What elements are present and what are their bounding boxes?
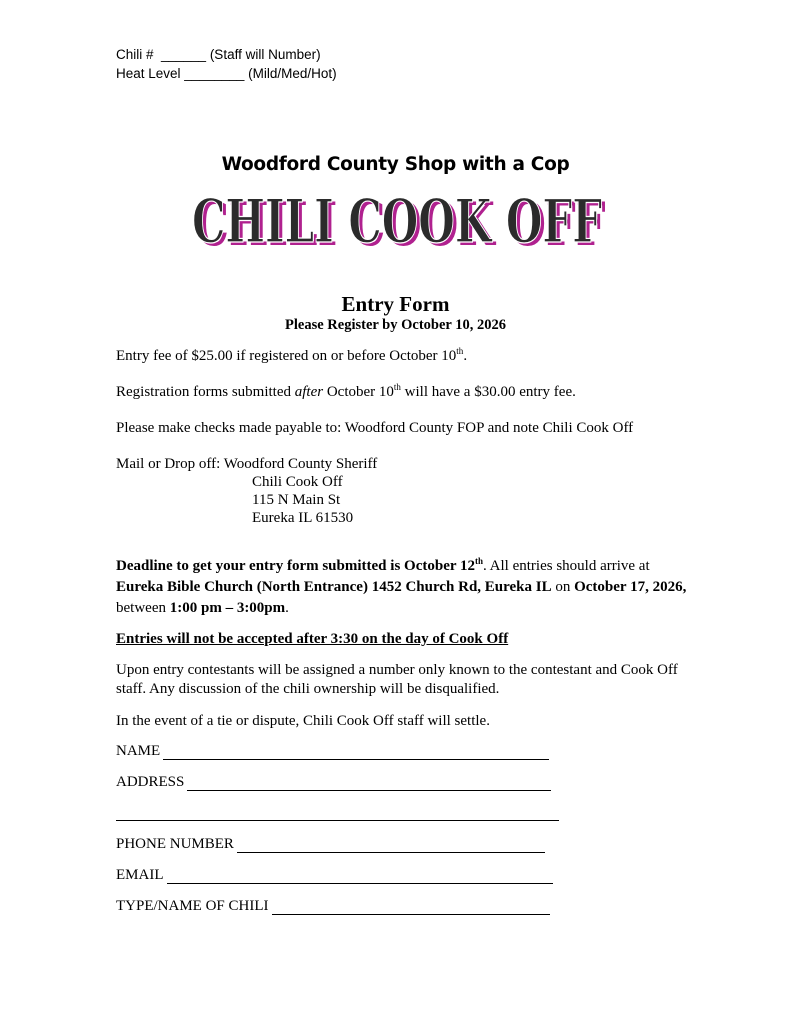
- checks-payable-text: Please make checks made payable to: Woodford County FOP and note Chili Cook Off: [116, 420, 634, 436]
- logo-main-text: CHILI COOK OFF: [192, 188, 602, 254]
- mail-address-line: 115 N Main St: [252, 492, 341, 508]
- chili-cook-off-logo: [185, 188, 610, 254]
- address-input-line[interactable]: [187, 776, 551, 791]
- email-field[interactable]: [116, 866, 553, 884]
- name-field[interactable]: [116, 742, 549, 760]
- email-input-line[interactable]: [167, 869, 553, 884]
- mail-drop-off-label: Mail or Drop off: Woodford County Sheriff: [116, 456, 378, 472]
- entry-fee-text: Entry fee of $25.00 if registered on or before October 10th.: [116, 346, 468, 364]
- address-label: ADDRESS: [116, 774, 185, 790]
- address-field[interactable]: [116, 773, 551, 791]
- heat-level-line: Heat Level ________ (Mild/Med/Hot): [116, 66, 337, 81]
- organization-title: Woodford County Shop with a Cop: [221, 154, 570, 175]
- chili-number-line: Chili # ______ (Staff will Number): [116, 47, 321, 62]
- address-second-input-line[interactable]: [116, 820, 559, 821]
- late-fee-text: Registration forms submitted after October 10th will have a $30.00 entry fee.: [116, 382, 576, 400]
- deadline-text: Deadline to get your entry form submitted is October 12th. All entries should arrive at Eureka Bible Church (North Entrance) 1452 Church Rd, Eureka IL on October 17, 2026, between 1:00 pm – 3:00pm.: [116, 556, 687, 616]
- mail-address-line: Eureka IL 61530: [252, 510, 354, 526]
- chili-type-field[interactable]: [116, 897, 550, 915]
- name-label: NAME: [116, 743, 161, 759]
- phone-field[interactable]: [116, 835, 545, 853]
- phone-label: PHONE NUMBER: [116, 836, 234, 852]
- tie-dispute-text: In the event of a tie or dispute, Chili Cook Off staff will settle.: [116, 713, 490, 729]
- chili-type-label: TYPE/NAME OF CHILI: [116, 898, 269, 914]
- email-label: EMAIL: [116, 867, 164, 883]
- name-input-line[interactable]: [163, 745, 549, 760]
- form-subtitle: Please Register by October 10, 2026: [285, 317, 506, 333]
- phone-input-line[interactable]: [237, 838, 545, 853]
- mail-address-line: Chili Cook Off: [252, 474, 343, 490]
- number-assignment-text: Upon entry contestants will be assigned a number only known to the contestant and Cook Off staff. Any discussion of the chili ownership will be disqualified.: [116, 662, 678, 697]
- late-entry-notice: Entries will not be accepted after 3:30 on the day of Cook Off: [116, 631, 509, 647]
- form-title: Entry Form: [341, 292, 450, 316]
- chili-type-input-line[interactable]: [272, 900, 550, 915]
- logo-shadow-text: CHILI COOK OFF: [195, 190, 606, 254]
